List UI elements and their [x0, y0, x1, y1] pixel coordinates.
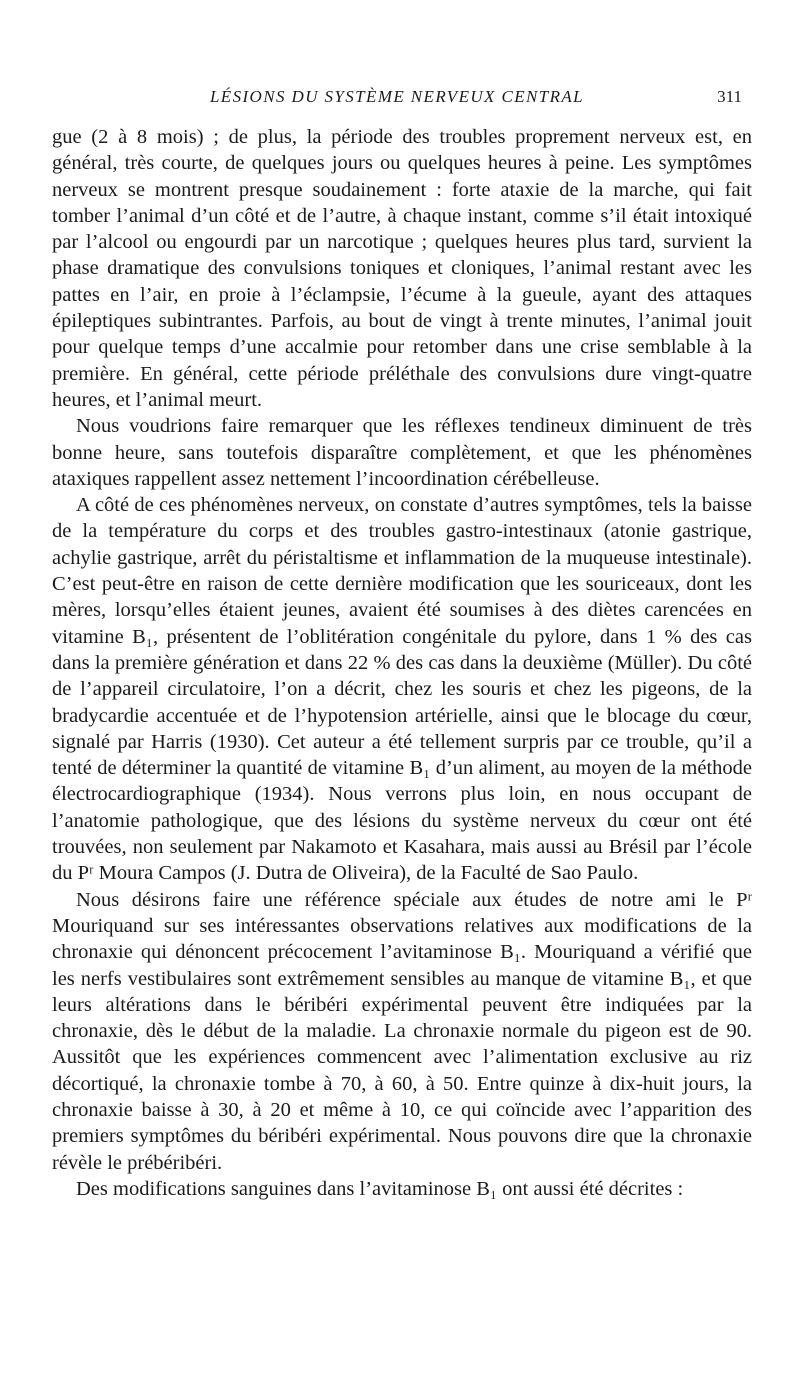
running-title: LÉSIONS DU SYSTÈME NERVEUX CENTRAL [209, 87, 585, 106]
paragraph-symptoms: A côté de ces phénomènes nerveux, on constate d’autres symptômes, tels la baisse de la température du corps et des troubles gastro-intestinaux (atonie gastrique, achylie gastrique, arrêt du péristaltisme et inflammation de la muqueuse intestinale). C’est peut-être en raison de cette dernière modification que les souriceaux, dont les mères, lorsqu’elles étaient jeunes, avaient été soumises à des diètes carencées en vitamine B₁, présentent de l’oblitération congénitale du pylore, dans 1 % des cas dans la première génération et dans 22 % des cas dans la deuxième (Müller). Du côté de l’appareil circulatoire, l’on a décrit, chez les souris et chez les pigeons, de la bradycardie accentuée et de l’hypotension artérielle, ainsi que le blocage du cœur, signalé par Harris (1930). Cet auteur a été tellement surpris par ce trouble, qu’il a tenté de déterminer la quantité de vitamine B₁ d’un aliment, au moyen de la méthode électrocardiographique (1934). Nous verrons plus loin, en nous occupant de l’anatomie pathologique, que des lésions du système nerveux du cœur ont été trouvées, non seulement par Nakamoto et Kasahara, mais aussi au Brésil par l’école du Pʳ Moura Campos (J. Dutra de Oliveira), de la Faculté de Sao Paulo. [52, 494, 752, 885]
paragraph-continuation: gue (2 à 8 mois) ; de plus, la période des troubles proprement nerveux est, en général, très courte, de quelques jours ou quelques heures à peine. Les symptômes nerveux se montrent presque soudainement : forte ataxie de la marche, qui fait tomber l’animal d’un côté et de l’autre, à chaque instant, comme s’il était intoxiqué par l’alcool ou engourdi par un narcotique ; quelques heures plus tard, survient la phase dramatique des convulsions toniques et cloniques, l’animal restant avec les pattes en l’air, en proie à l’éclampsie, l’écume à la gueule, ayant des attaques épileptiques subintrantes. Parfois, au bout de vingt à trente minutes, l’animal jouit pour quelque temps d’une accalmie pour retomber dans une crise semblable à la première. En général, cette période préléthale des convulsions dure vingt-quatre heures, et l’animal meurt. [52, 126, 752, 411]
page-header [52, 86, 742, 110]
paragraph-chronaxie: Nous désirons faire une référence spéciale aux études de notre ami le Pʳ Mouriquand sur ses intéressantes observations relatives aux modifications de la chronaxie qui dénoncent précocement l’avitaminose B₁. Mouriquand a vérifié que les nerfs vestibulaires sont extrêmement sensibles au manque de vitamine B₁, et que leurs altérations dans le béribéri expérimental peuvent être indiquées par la chronaxie, dès le début de la maladie. La chronaxie normale du pigeon est de 90. Aussitôt que les expériences commencent avec l’alimentation exclusive au riz décortiqué, la chronaxie tombe à 70, à 60, à 50. Entre quinze à dix-huit jours, la chronaxie baisse à 30, à 20 et même à 10, ce qui coïncide avec l’apparition des premiers symptômes du béribéri expérimental. Nous pouvons dire que la chronaxie révèle le prébéribéri. [52, 888, 752, 1174]
paragraph-blood-changes: Des modifications sanguines dans l’avitaminose B₁ ont aussi été décrites : [76, 1177, 684, 1200]
body-text [52, 124, 752, 1202]
paragraph-reflexes: Nous voudrions faire remarquer que les réflexes tendineux diminuent de très bonne heure, sans toutefois disparaître complètement, et que les phénomènes ataxiques rappellent assez nettement l’incoordination cérébelleuse. [52, 415, 752, 490]
page-number: 311 [717, 87, 742, 106]
